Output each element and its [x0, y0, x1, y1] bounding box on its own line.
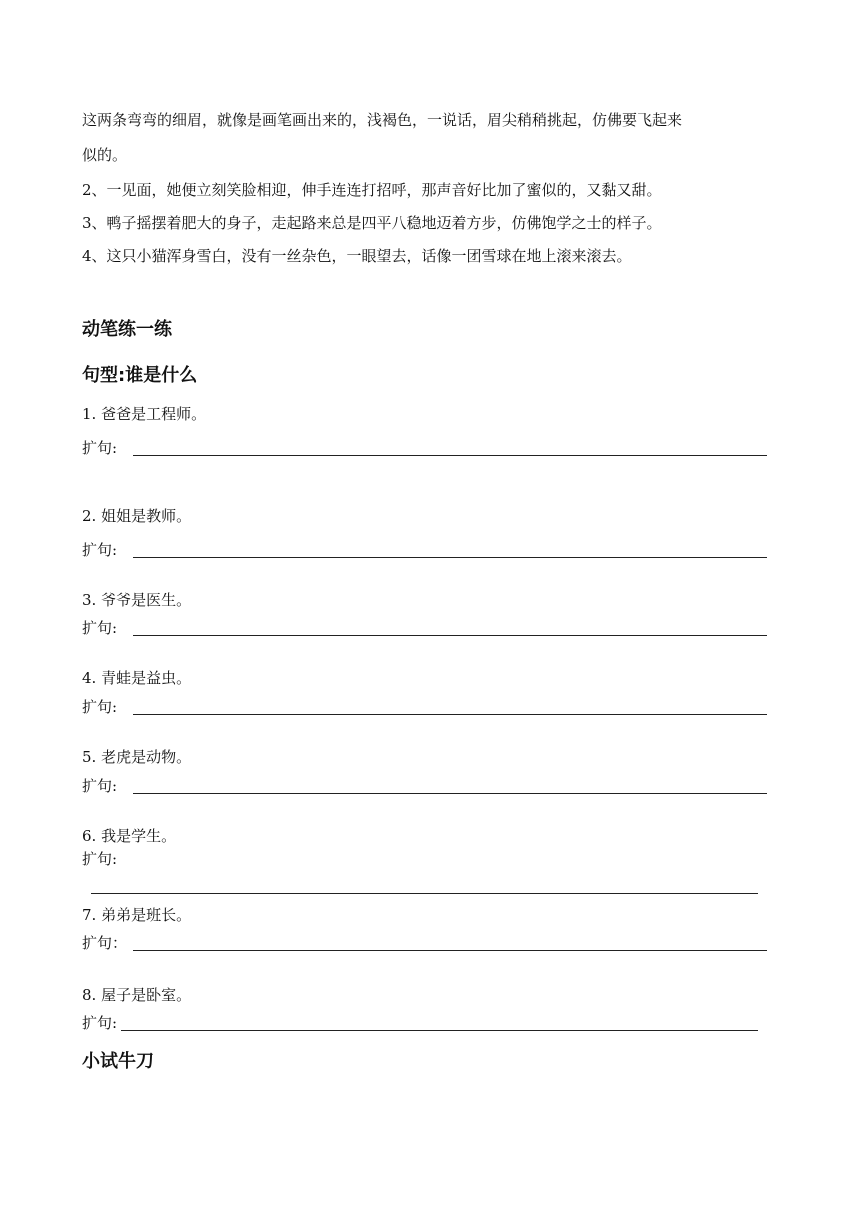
section-heading-practice: 动笔练一练 — [82, 319, 172, 340]
exercise-question: 8. 屋子是卧室。 — [82, 986, 192, 1004]
exercise-question: 5. 老虎是动物。 — [82, 748, 192, 766]
answer-line[interactable] — [133, 714, 767, 715]
expand-label: 扩句: — [82, 541, 118, 559]
exercise-question: 2. 姐姐是教师。 — [82, 507, 192, 525]
exercise-question: 3. 爷爷是医生。 — [82, 591, 192, 609]
answer-line[interactable] — [133, 557, 767, 558]
expand-label: 扩句: — [82, 777, 118, 795]
expand-label: 扩句： — [82, 934, 128, 952]
expand-label: 扩句: — [82, 698, 118, 716]
pattern-title: 句型:谁是什么 — [82, 365, 198, 386]
expand-label: 扩句: — [82, 850, 118, 868]
answer-line[interactable] — [133, 455, 767, 456]
exercise-question: 7. 弟弟是班长。 — [82, 906, 192, 924]
expand-label: 扩句: — [82, 439, 118, 457]
exercise-question: 6. 我是学生。 — [82, 827, 177, 845]
expand-label: 扩句: — [82, 619, 118, 637]
answer-line[interactable] — [133, 635, 767, 636]
paragraph-line: 3、鸭子摇摆着肥大的身子，走起路来总是四平八稳地迈着方步，仿佛饱学之士的样子。 — [82, 214, 662, 232]
answer-line[interactable] — [133, 793, 767, 794]
answer-line[interactable] — [121, 1030, 758, 1031]
answer-line[interactable] — [133, 950, 767, 951]
section-heading-trial: 小试牛刀 — [82, 1051, 154, 1072]
paragraph-line: 4、这只小猫浑身雪白，没有一丝杂色，一眼望去，话像一团雪球在地上滚来滚去。 — [82, 247, 632, 265]
expand-label: 扩句: — [82, 1014, 118, 1032]
paragraph-line: 这两条弯弯的细眉，就像是画笔画出来的，浅褐色，一说话，眉尖稍稍挑起，仿佛要飞起来 — [82, 111, 683, 129]
paragraph-line: 2、一见面，她便立刻笑脸相迎，伸手连连打招呼，那声音好比加了蜜似的，又黏又甜。 — [82, 181, 662, 199]
answer-line[interactable] — [91, 893, 758, 894]
exercise-question: 4. 青蛙是益虫。 — [82, 669, 192, 687]
paragraph-line: 似的。 — [82, 146, 128, 164]
exercise-question: 1. 爸爸是工程师。 — [82, 405, 207, 423]
